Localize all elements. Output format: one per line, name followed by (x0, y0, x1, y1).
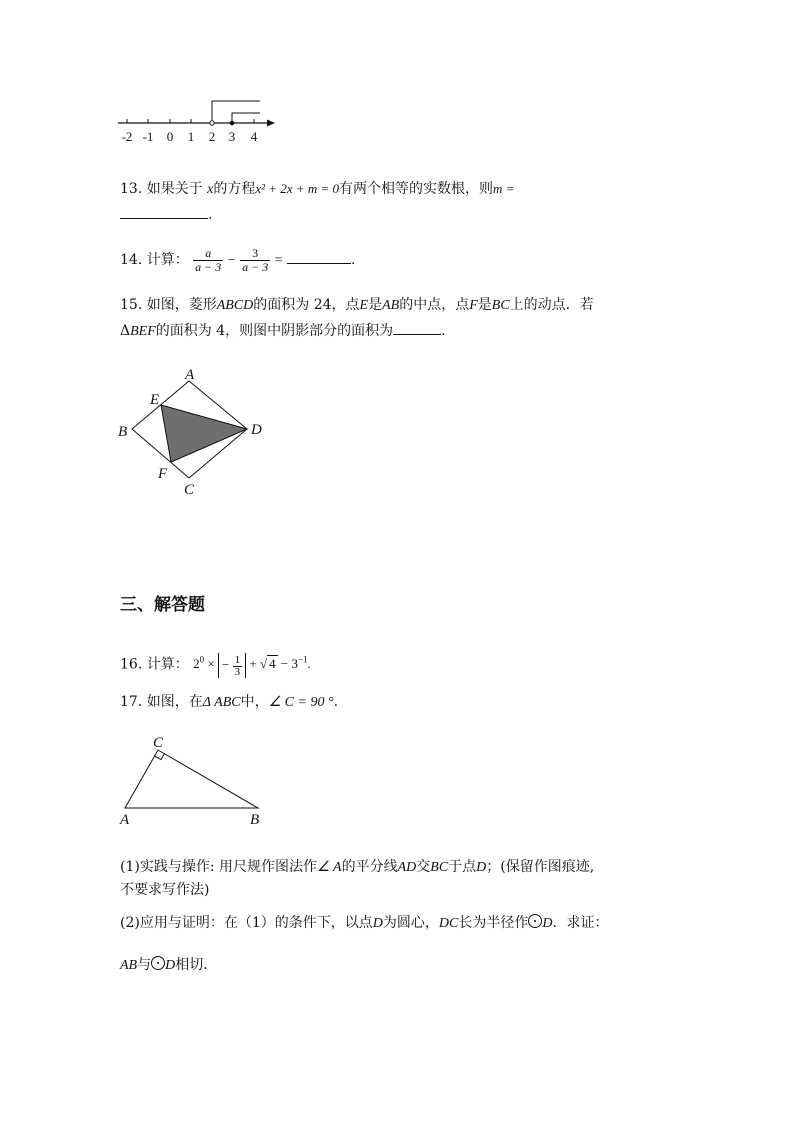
fraction (193, 247, 223, 274)
variable: m = (493, 181, 515, 196)
vertex-label-d: D (251, 422, 262, 438)
tick-label: 2 (208, 129, 216, 144)
question-16 (120, 645, 311, 678)
vertex-label-b: B (250, 812, 260, 828)
variable: AB (120, 958, 138, 973)
variable: D (542, 916, 553, 931)
vertex-label-f: F (158, 466, 168, 482)
fraction-numerator: a (193, 247, 223, 261)
variable: BC (430, 860, 449, 875)
variable: D (476, 860, 487, 875)
equation: ∠ C = 90 ° (268, 695, 334, 710)
circle-dot-icon (151, 956, 165, 970)
fraction-denominator: 3 (234, 665, 241, 678)
question-text: 相切． (175, 957, 218, 973)
variable: DC (438, 916, 459, 931)
radical-sign-icon: √ (259, 656, 268, 672)
operator: × (207, 656, 215, 672)
exponent: 0 (199, 655, 205, 665)
question-text: 有两个相等的实数根，则 (339, 181, 494, 197)
base-number: 3 (291, 656, 298, 672)
exponent: −1 (297, 655, 308, 665)
question-15-line-2 (120, 320, 446, 342)
number-line (110, 95, 290, 150)
circle-dot-icon (528, 914, 542, 928)
question-text: 的面积为 4，则图中阴影部分的面积为 (155, 323, 394, 339)
question-text: ．求证： (552, 915, 609, 931)
variable: x (207, 182, 214, 197)
question-number: 13. (120, 181, 143, 197)
radicand: 4 (269, 656, 276, 672)
vertex-label-a: A (185, 367, 195, 383)
question-14 (120, 244, 355, 276)
vertex-label-c: C (153, 735, 164, 751)
answer-blank[interactable] (287, 249, 351, 264)
question-17-part-2-line-2 (120, 955, 217, 976)
vertex-label-b: B (118, 424, 128, 440)
question-17 (120, 692, 338, 713)
answer-blank[interactable] (120, 204, 208, 219)
fraction (233, 655, 243, 678)
question-number: 15. (120, 297, 143, 313)
answer-blank[interactable] (393, 320, 441, 335)
operator: + (249, 656, 257, 672)
vertex-label-c: C (184, 482, 195, 498)
punctuation: . (208, 207, 213, 223)
question-13-answer-line (120, 204, 212, 225)
section-title: 三、解答题 (120, 595, 205, 615)
question-text: (2)应用与证明：在（1）的条件下，以点 (120, 915, 373, 931)
fraction (240, 247, 270, 274)
variable: E (359, 298, 369, 313)
tick-label: -2 (121, 129, 133, 144)
question-text: 长为半径作 (458, 915, 529, 931)
question-number: 16. (120, 656, 143, 673)
variable: D (372, 916, 383, 931)
variable: ABCD (216, 298, 254, 313)
question-text: 如图，菱形 (146, 297, 217, 313)
rhombus-figure (110, 360, 280, 500)
question-text: ；(保留作图痕迹, (486, 859, 595, 875)
tick-label: -1 (142, 129, 154, 144)
variable: D (165, 958, 176, 973)
variable: Δ ABC (202, 695, 241, 710)
question-text: 于点 (448, 859, 477, 875)
question-number: 14. (120, 252, 143, 268)
question-text: 如图，在 (146, 694, 203, 710)
question-17-part-2-line-1 (120, 913, 608, 934)
question-text: 的平分线 (341, 859, 398, 875)
question-text: 如果关于 (146, 181, 203, 197)
equation: x² + 2x + m = 0 (255, 181, 340, 196)
fraction-numerator: 3 (240, 247, 270, 261)
punctuation: . (307, 656, 311, 672)
question-text: Δ (120, 323, 131, 339)
absolute-value (218, 653, 246, 678)
question-15-line-1 (120, 295, 594, 316)
punctuation: . (441, 323, 446, 339)
question-text: 上的动点．若 (509, 297, 594, 313)
operator: − (280, 656, 289, 672)
question-13 (120, 179, 514, 200)
tick-label: 4 (250, 129, 258, 144)
question-number: 17. (120, 694, 143, 710)
variable: AD (397, 860, 417, 875)
question-17-part-1-line-2: 不要求写作法) (120, 882, 210, 898)
question-text: 交 (416, 859, 431, 875)
operator: = (274, 253, 283, 268)
right-triangle-figure (110, 730, 280, 830)
question-text: 是 (368, 297, 383, 313)
variable: ∠ A (317, 860, 342, 875)
punctuation: . (351, 252, 356, 268)
operator: − (227, 253, 236, 268)
fraction-numerator: 1 (234, 653, 241, 666)
question-text: 为圆心， (382, 915, 439, 931)
shaded-triangle-edf (161, 405, 247, 462)
variable: AB (382, 298, 400, 313)
fraction-denominator: a − 3 (195, 259, 222, 274)
base-number: 2 (193, 656, 200, 672)
question-text: 是 (477, 297, 492, 313)
open-point-marker (210, 121, 214, 125)
fraction-denominator: a − 3 (242, 259, 269, 274)
question-17-part-1-line-1 (120, 857, 594, 878)
variable: BC (491, 298, 510, 313)
closed-point-marker (230, 121, 235, 126)
triangle-abc (125, 750, 258, 808)
question-text: 与 (137, 957, 152, 973)
tick-label: 3 (228, 129, 236, 144)
tick-label: 0 (166, 129, 174, 144)
question-text: (1)实践与操作: 用尺规作图法作 (120, 859, 317, 875)
question-text: 计算： (146, 656, 189, 673)
vertex-label-a: A (120, 812, 130, 828)
vertex-label-e: E (150, 392, 160, 408)
variable: BEF (130, 324, 156, 339)
question-text: 的面积为 24，点 (253, 297, 360, 313)
punctuation: . (333, 694, 339, 710)
variable: F (469, 298, 478, 313)
tick-label: 1 (187, 129, 195, 144)
question-text: 计算： (146, 252, 189, 268)
question-text: 中， (240, 694, 269, 710)
question-text: 的方程 (213, 181, 256, 197)
operator: − (222, 657, 230, 673)
question-text: 的中点，点 (399, 297, 470, 313)
